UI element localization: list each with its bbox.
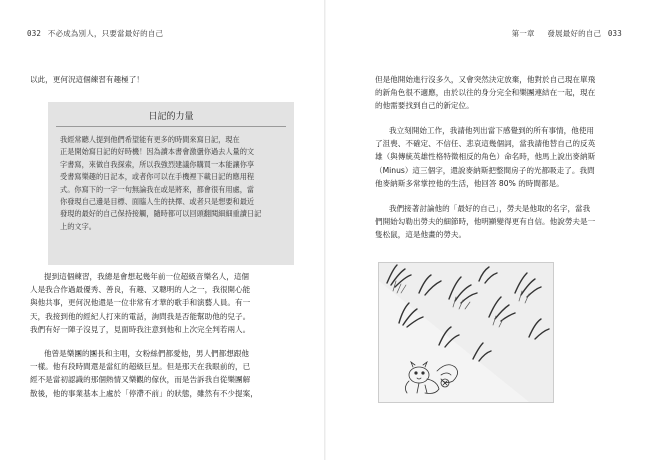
right-page-number: 033 [607, 29, 622, 38]
text-line: 但是他開始進行沒多久，又會突然決定放棄，他對於自己現在單飛 [375, 75, 596, 84]
left-page-number: 032 [27, 29, 42, 38]
box-line: 字書寫，來做自我探索，所以我強烈建議你購買一本能讓你享 [60, 159, 255, 169]
text-line: 提到這個練習，我總是會想起幾年前一位超級音樂名人，這個 [44, 272, 250, 281]
text-line: 隻松鼠，這是他畫的勞夫。 [375, 230, 467, 240]
box-body [60, 134, 282, 233]
left-running-header [27, 28, 163, 39]
right-paragraph-2 [375, 124, 625, 190]
text-line: 經不是當初認識的那個熱情又樂觀的傢伙，而是告訴我自從樂團解 [30, 375, 251, 385]
box-line: 你發現自己邊是目標、面臨人生的抉擇、或者只是想要和最近 [60, 197, 255, 207]
box-line: 正是開始寫日記的好時機！因為讀本書會激盪你過去人量的文 [60, 147, 255, 157]
box-line: 上的文字。 [60, 221, 96, 231]
chapter-label: 第一章 [511, 29, 535, 38]
box-title: 日記的力量 [148, 112, 194, 122]
left-paragraph-2 [30, 347, 298, 400]
box-line: 受書寫樂趣的日記本，或者你可以在手機裡下載日記的應用程 [60, 172, 255, 182]
box-divider [56, 126, 286, 127]
right-paragraph-1 [375, 73, 625, 113]
text-line: 我立刻開始工作，我請他列出當下感覺到的所有事情，他使用 [389, 126, 595, 135]
sidebar-box [48, 102, 294, 265]
text-line: 我們有好一陣子沒見了，見面時我注意到他和上次完全判若兩人。 [30, 324, 251, 334]
text-line: 的新角色很不適應，由於以往的身分完全和樂團連結在一起，現在 [375, 88, 596, 98]
text-line: 他曾是樂團的團長和主唱，女粉絲們都愛他，男人們都想跟他 [44, 349, 250, 358]
right-header-title: 發展最好的自己 [547, 29, 602, 38]
box-line: 發現的最好的自己保持接觸，隨時都可以回頭翻閱細細重讀日記 [60, 209, 262, 219]
text-line: 天，我接到他的經紀人打來的電話，詢問我是否能幫助他的兒子。 [30, 311, 251, 321]
text-line: 了沮喪、不確定、不信任、悲哀這幾個詞，當我請他替自己的反英 [375, 139, 596, 149]
text-line: 我們接著討論他的「最好的自己」，勞夫是他取的名字，當我 [389, 204, 591, 213]
text-line: 散後，他的事業基本上處於「停滯不前」的狀態，雖然有不少提案， [30, 388, 258, 398]
box-line: 式。你寫下的一字一句無論我在或是將來，都會很有用處，當 [60, 184, 255, 194]
box-line: 我經常聽人提到他們希望能有更多的時間來寫日記，現在 [60, 135, 240, 144]
text-line: 們開始勾勒出勞夫的細節時，他明顯變得更有自信。他說勞夫是一 [375, 217, 596, 227]
sketch-drawing [379, 263, 553, 402]
text-line: 一樣。他有段時間還是當紅的超級巨星。但是那天在我眼前的，已 [30, 362, 251, 372]
page-gutter [324, 0, 326, 460]
squirrel-sketch-image [378, 262, 554, 403]
left-paragraph-1 [30, 270, 298, 336]
intro-line [30, 73, 300, 86]
left-header-title: 不必成為別人，只要當最好的自己 [47, 29, 164, 38]
text-line: 的他需要找到自己的新定位。 [375, 101, 474, 111]
intro-text: 以此，更何況這個練習有趣極了！ [30, 75, 144, 84]
text-line: （Minus）這三個字，還說麥納斯把整間房子的光都吸走了。我問 [375, 165, 595, 175]
right-paragraph-3 [375, 202, 625, 242]
right-running-header [512, 28, 622, 39]
text-line: 與他共事，更何況他還是一位非常有才華的歌手和演藝人員。有一 [30, 298, 251, 308]
text-line: 人是我合作過最優秀、善良，有趣、又聰明的人之一，我很開心能 [30, 285, 251, 295]
text-line: 他麥納斯多常掌控他的生活，他回答 80% 的時間都是。 [375, 178, 564, 188]
text-line: 雄（與傳統英雄性格特徵相反的角色）命名時，他馬上說出麥納斯 [375, 152, 596, 162]
